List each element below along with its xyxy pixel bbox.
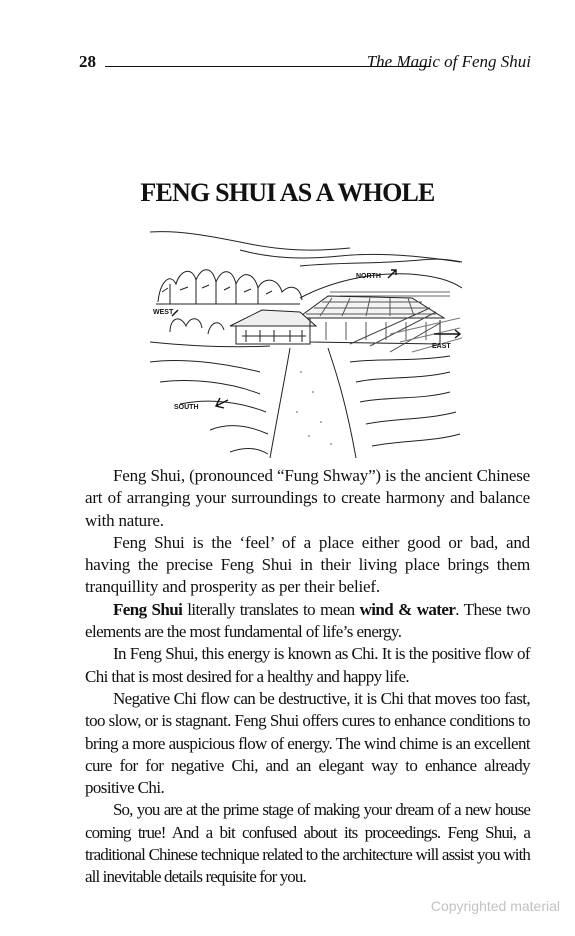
body-text	[85, 465, 530, 889]
east-label: EAST	[432, 343, 451, 350]
south-label: SOUTH	[174, 404, 199, 411]
page-header	[79, 52, 531, 76]
running-title: The Magic of Feng Shui	[366, 52, 531, 71]
north-label: NORTH	[356, 273, 381, 280]
paragraph-6: So, you are at the prime stage of making your dream of a new house coming true! And a bit confused about its proceedings. Feng Shui, a traditional Chinese technique related to the architecture will assist you with all inevitable details requisite for you.	[85, 800, 530, 887]
chapter-title: FENG SHUI AS A WHOLE	[140, 178, 435, 207]
west-label: WEST	[153, 309, 174, 316]
feng-shui-term: Feng Shui	[113, 599, 183, 619]
paragraph-4: In Feng Shui, this energy is known as Chi. It is the positive flow of Chi that is most desired for a healthy and happy life.	[85, 644, 530, 686]
house-landscape-illustration	[150, 222, 462, 458]
water-term: water	[416, 599, 456, 619]
south-arrow-icon	[216, 398, 228, 408]
paragraph-1: Feng Shui, (pronounced “Fung Shway”) is the ancient Chinese art of arranging your surroundings to create harmony and balance with nature.	[85, 466, 530, 530]
copyright-watermark: Copyrighted material	[430, 898, 560, 914]
paragraph-5: Negative Chi flow can be destructive, it is Chi that moves too fast, too slow, or is stagnant. Feng Shui offers cures to enhance conditions to bring a more auspicious flow of energy. The wind chime is an excellent cure for for negative Chi, and an elegant way to enhance already positive Chi.	[85, 688, 530, 798]
paragraph-3: Feng Shui literally translates to mean wind & water. These two elements are the most fundamental of life’s energy.	[85, 599, 530, 642]
paragraph-2: Feng Shui is the ‘feel’ of a place either good or bad, and having the precise Feng Shui in their living place brings them tranquillity and prosperity as per their belief.	[85, 532, 530, 597]
wind-term: wind	[359, 599, 394, 619]
page-number: 28	[79, 52, 96, 71]
